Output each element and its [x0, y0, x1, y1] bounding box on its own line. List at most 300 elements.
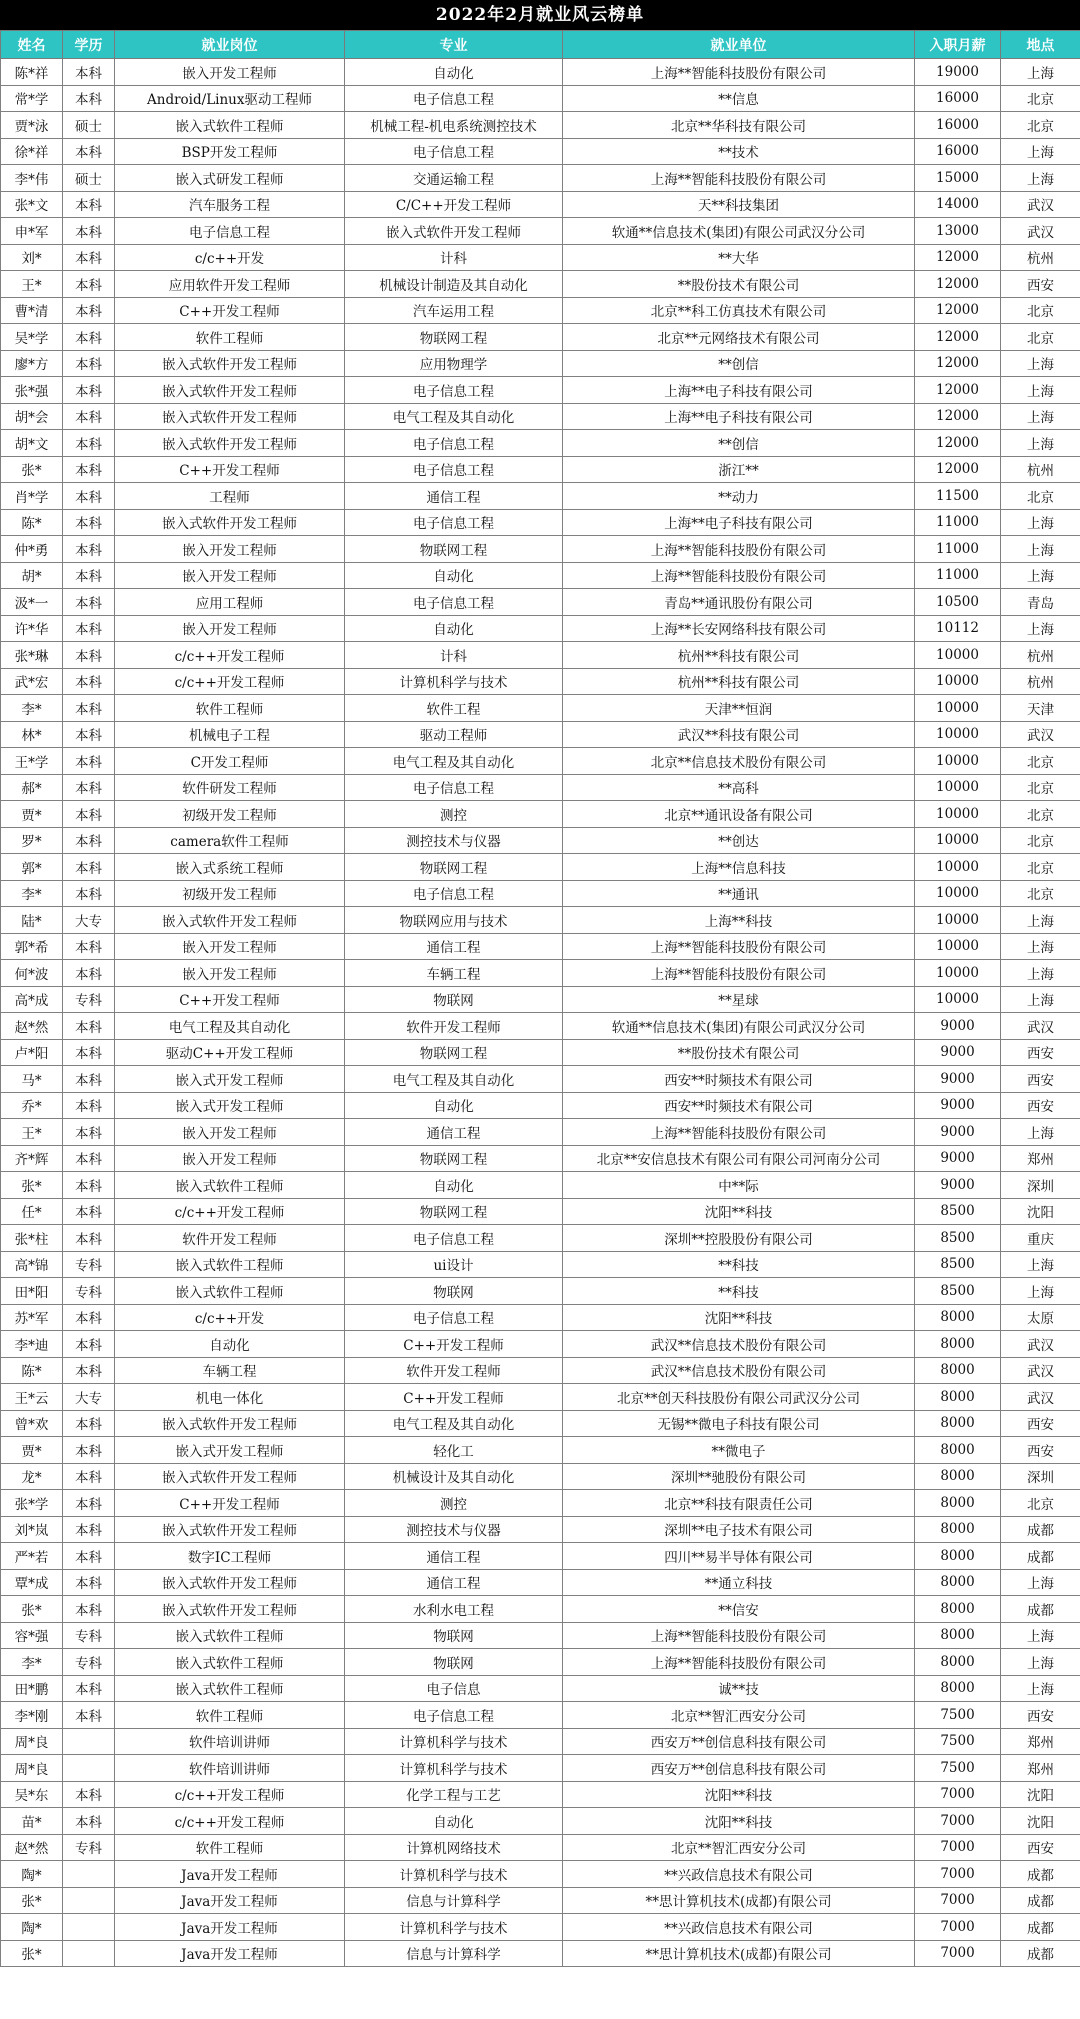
cell-major: 自动化	[345, 1172, 563, 1199]
cell-job: C++开发工程师	[115, 456, 345, 483]
cell-company: 深圳**电子技术有限公司	[563, 1516, 915, 1543]
table-row	[1, 324, 1080, 351]
cell-city: 西安	[1001, 1092, 1080, 1119]
cell-job: 嵌入式软件开发工程师	[115, 1569, 345, 1596]
cell-salary: 7000	[915, 1940, 1001, 1967]
cell-major: 计算机科学与技术	[345, 1861, 563, 1888]
cell-name: 张*琳	[1, 642, 63, 669]
cell-name: 贾*泳	[1, 112, 63, 139]
cell-salary: 12000	[915, 377, 1001, 404]
cell-education: 本科	[63, 1145, 115, 1172]
cell-education: 本科	[63, 854, 115, 881]
cell-education: 本科	[63, 748, 115, 775]
cell-name: 卢*阳	[1, 1039, 63, 1066]
cell-name: 贾*	[1, 1437, 63, 1464]
cell-city: 上海	[1001, 1675, 1080, 1702]
cell-major: 自动化	[345, 1092, 563, 1119]
cell-major: 交通运输工程	[345, 165, 563, 192]
cell-company: **微电子	[563, 1437, 915, 1464]
cell-major: 电子信息工程	[345, 880, 563, 907]
cell-city: 上海	[1001, 165, 1080, 192]
cell-job: C开发工程师	[115, 748, 345, 775]
cell-education: 本科	[63, 1543, 115, 1570]
cell-city: 北京	[1001, 827, 1080, 854]
cell-major: 电气工程及其自动化	[345, 748, 563, 775]
cell-company: 诚**技	[563, 1675, 915, 1702]
cell-job: Java开发工程师	[115, 1887, 345, 1914]
cell-major: 信息与计算科学	[345, 1887, 563, 1914]
cell-salary: 10000	[915, 907, 1001, 934]
cell-city: 北京	[1001, 112, 1080, 139]
cell-job: 软件工程师	[115, 1702, 345, 1729]
cell-job: 嵌入式软件工程师	[115, 1622, 345, 1649]
cell-company: 深圳**控股股份有限公司	[563, 1225, 915, 1252]
cell-salary: 10000	[915, 748, 1001, 775]
cell-company: 北京**通讯设备有限公司	[563, 801, 915, 828]
cell-salary: 12000	[915, 403, 1001, 430]
cell-job: 汽车服务工程	[115, 191, 345, 218]
cell-major: 物联网工程	[345, 1198, 563, 1225]
cell-job: C++开发工程师	[115, 1490, 345, 1517]
cell-major: 物联网应用与技术	[345, 907, 563, 934]
cell-salary: 9000	[915, 1172, 1001, 1199]
cell-salary: 8000	[915, 1331, 1001, 1358]
table-row	[1, 1066, 1080, 1093]
col-header-job: 就业岗位	[115, 31, 345, 59]
cell-company: 上海**智能科技股份有限公司	[563, 1649, 915, 1676]
cell-major: 物联网	[345, 1649, 563, 1676]
table-row	[1, 1887, 1080, 1914]
cell-city: 武汉	[1001, 721, 1080, 748]
cell-company: 北京**安信息技术有限公司有限公司河南分公司	[563, 1145, 915, 1172]
cell-major: 软件开发工程师	[345, 1013, 563, 1040]
cell-company: 上海**智能科技股份有限公司	[563, 536, 915, 563]
cell-company: 上海**电子科技有限公司	[563, 403, 915, 430]
cell-company: 沈阳**科技	[563, 1304, 915, 1331]
cell-major: 物联网工程	[345, 324, 563, 351]
cell-city: 成都	[1001, 1596, 1080, 1623]
table-row	[1, 1781, 1080, 1808]
cell-company: 上海**智能科技股份有限公司	[563, 933, 915, 960]
cell-salary: 7000	[915, 1861, 1001, 1888]
cell-company: 北京**智汇西安分公司	[563, 1702, 915, 1729]
cell-major: 机械设计制造及其自动化	[345, 271, 563, 298]
cell-education: 本科	[63, 589, 115, 616]
table-row	[1, 1834, 1080, 1861]
cell-company: **信息	[563, 85, 915, 112]
cell-education: 本科	[63, 1675, 115, 1702]
cell-city: 重庆	[1001, 1225, 1080, 1252]
cell-major: 物联网	[345, 986, 563, 1013]
cell-name: 周*良	[1, 1755, 63, 1782]
cell-education	[63, 1914, 115, 1941]
cell-job: c/c++开发	[115, 1304, 345, 1331]
cell-name: 张*	[1, 1172, 63, 1199]
cell-major: 水利水电工程	[345, 1596, 563, 1623]
cell-job: C++开发工程师	[115, 297, 345, 324]
table-row	[1, 1569, 1080, 1596]
table-row	[1, 1914, 1080, 1941]
cell-education: 本科	[63, 1410, 115, 1437]
cell-name: 胡*	[1, 562, 63, 589]
cell-major: 测控	[345, 1490, 563, 1517]
cell-company: 北京**科技有限责任公司	[563, 1490, 915, 1517]
cell-company: **动力	[563, 483, 915, 510]
cell-salary: 8000	[915, 1543, 1001, 1570]
cell-city: 杭州	[1001, 244, 1080, 271]
cell-major: 物联网工程	[345, 1145, 563, 1172]
table-row	[1, 1463, 1080, 1490]
cell-company: 上海**智能科技股份有限公司	[563, 1622, 915, 1649]
cell-city: 成都	[1001, 1516, 1080, 1543]
cell-company: 软通**信息技术(集团)有限公司武汉分公司	[563, 218, 915, 245]
cell-name: 王*	[1, 271, 63, 298]
cell-major: 通信工程	[345, 1543, 563, 1570]
cell-salary: 9000	[915, 1119, 1001, 1146]
table-row	[1, 377, 1080, 404]
cell-name: 张*	[1, 456, 63, 483]
cell-salary: 8500	[915, 1278, 1001, 1305]
cell-company: **兴政信息技术有限公司	[563, 1861, 915, 1888]
cell-education: 硕士	[63, 112, 115, 139]
table-row	[1, 1861, 1080, 1888]
cell-education: 本科	[63, 721, 115, 748]
cell-name: 汲*一	[1, 589, 63, 616]
cell-company: 软通**信息技术(集团)有限公司武汉分公司	[563, 1013, 915, 1040]
cell-salary: 10000	[915, 960, 1001, 987]
cell-job: 应用工程师	[115, 589, 345, 616]
table-row	[1, 827, 1080, 854]
cell-job: 驱动C++开发工程师	[115, 1039, 345, 1066]
cell-major: 物联网工程	[345, 854, 563, 881]
cell-salary: 8000	[915, 1649, 1001, 1676]
cell-name: 张*柱	[1, 1225, 63, 1252]
cell-job: 嵌入开发工程师	[115, 59, 345, 86]
cell-major: 驱动工程师	[345, 721, 563, 748]
cell-salary: 10000	[915, 774, 1001, 801]
cell-salary: 8000	[915, 1410, 1001, 1437]
cell-job: c/c++开发工程师	[115, 642, 345, 669]
table-row	[1, 880, 1080, 907]
cell-education: 本科	[63, 1119, 115, 1146]
cell-name: 常*学	[1, 85, 63, 112]
table-row	[1, 854, 1080, 881]
cell-job: 应用软件开发工程师	[115, 271, 345, 298]
cell-company: 西安万**创信息科技有限公司	[563, 1755, 915, 1782]
cell-name: 马*	[1, 1066, 63, 1093]
cell-education: 本科	[63, 271, 115, 298]
table-row	[1, 1331, 1080, 1358]
cell-education: 本科	[63, 1013, 115, 1040]
table-row	[1, 218, 1080, 245]
cell-city: 成都	[1001, 1940, 1080, 1967]
col-header-salary: 入职月薪	[915, 31, 1001, 59]
cell-major: 测控技术与仪器	[345, 827, 563, 854]
cell-major: 电子信息工程	[345, 1225, 563, 1252]
cell-job: 软件工程师	[115, 695, 345, 722]
cell-education: 本科	[63, 218, 115, 245]
table-row	[1, 589, 1080, 616]
cell-major: 电气工程及其自动化	[345, 403, 563, 430]
cell-city: 深圳	[1001, 1463, 1080, 1490]
cell-major: 车辆工程	[345, 960, 563, 987]
cell-job: 嵌入式软件开发工程师	[115, 403, 345, 430]
table-row	[1, 907, 1080, 934]
cell-education: 本科	[63, 1039, 115, 1066]
cell-salary: 7500	[915, 1702, 1001, 1729]
header-row	[1, 31, 1080, 59]
cell-job: 嵌入式软件工程师	[115, 1251, 345, 1278]
cell-major: 物联网工程	[345, 1039, 563, 1066]
cell-company: 上海**智能科技股份有限公司	[563, 562, 915, 589]
cell-name: 徐*祥	[1, 138, 63, 165]
cell-salary: 12000	[915, 297, 1001, 324]
cell-name: 李*	[1, 880, 63, 907]
cell-salary: 11000	[915, 562, 1001, 589]
cell-education: 本科	[63, 536, 115, 563]
table-row	[1, 1437, 1080, 1464]
cell-salary: 10000	[915, 801, 1001, 828]
cell-major: C/C++开发工程师	[345, 191, 563, 218]
cell-major: 测控	[345, 801, 563, 828]
cell-education: 本科	[63, 430, 115, 457]
table-row	[1, 1410, 1080, 1437]
table-row	[1, 960, 1080, 987]
cell-company: 上海**智能科技股份有限公司	[563, 960, 915, 987]
cell-city: 郑州	[1001, 1145, 1080, 1172]
cell-city: 沈阳	[1001, 1808, 1080, 1835]
cell-city: 上海	[1001, 138, 1080, 165]
cell-job: 嵌入式开发工程师	[115, 1437, 345, 1464]
table-row	[1, 615, 1080, 642]
cell-salary: 11000	[915, 536, 1001, 563]
cell-education: 专科	[63, 1278, 115, 1305]
cell-salary: 12000	[915, 244, 1001, 271]
cell-company: 上海**电子科技有限公司	[563, 509, 915, 536]
cell-education: 本科	[63, 960, 115, 987]
cell-major: 电子信息工程	[345, 1304, 563, 1331]
cell-job: Java开发工程师	[115, 1861, 345, 1888]
cell-job: 软件培训讲师	[115, 1728, 345, 1755]
cell-job: Android/Linux驱动工程师	[115, 85, 345, 112]
cell-salary: 12000	[915, 350, 1001, 377]
cell-salary: 16000	[915, 112, 1001, 139]
cell-city: 武汉	[1001, 1384, 1080, 1411]
table-row	[1, 59, 1080, 86]
cell-salary: 7000	[915, 1834, 1001, 1861]
cell-education: 本科	[63, 880, 115, 907]
cell-name: 周*良	[1, 1728, 63, 1755]
cell-education	[63, 1755, 115, 1782]
cell-major: 电子信息工程	[345, 774, 563, 801]
table-row	[1, 1384, 1080, 1411]
cell-city: 成都	[1001, 1887, 1080, 1914]
cell-job: Java开发工程师	[115, 1940, 345, 1967]
cell-job: 机电一体化	[115, 1384, 345, 1411]
cell-name: 齐*辉	[1, 1145, 63, 1172]
cell-job: c/c++开发工程师	[115, 1781, 345, 1808]
cell-name: 吴*东	[1, 1781, 63, 1808]
cell-name: 陆*	[1, 907, 63, 934]
cell-name: 曾*欢	[1, 1410, 63, 1437]
cell-company: **通立科技	[563, 1569, 915, 1596]
cell-city: 武汉	[1001, 1013, 1080, 1040]
cell-salary: 7000	[915, 1914, 1001, 1941]
cell-education: 本科	[63, 138, 115, 165]
cell-salary: 9000	[915, 1039, 1001, 1066]
cell-education: 本科	[63, 1092, 115, 1119]
cell-salary: 8000	[915, 1490, 1001, 1517]
cell-major: 计科	[345, 244, 563, 271]
cell-major: 嵌入式软件开发工程师	[345, 218, 563, 245]
cell-major: 物联网	[345, 1622, 563, 1649]
cell-salary: 16000	[915, 138, 1001, 165]
cell-salary: 14000	[915, 191, 1001, 218]
cell-job: 自动化	[115, 1331, 345, 1358]
cell-job: 嵌入开发工程师	[115, 960, 345, 987]
cell-job: 软件研发工程师	[115, 774, 345, 801]
cell-city: 上海	[1001, 960, 1080, 987]
table-row	[1, 1092, 1080, 1119]
cell-name: 张*	[1, 1596, 63, 1623]
cell-company: **创信	[563, 430, 915, 457]
cell-education: 本科	[63, 933, 115, 960]
cell-city: 北京	[1001, 774, 1080, 801]
table-row	[1, 1728, 1080, 1755]
cell-job: 嵌入式系统工程师	[115, 854, 345, 881]
cell-education: 本科	[63, 324, 115, 351]
table-row	[1, 801, 1080, 828]
cell-salary: 9000	[915, 1092, 1001, 1119]
cell-salary: 8000	[915, 1516, 1001, 1543]
col-header-city: 地点	[1001, 31, 1080, 59]
cell-company: **创信	[563, 350, 915, 377]
cell-salary: 12000	[915, 430, 1001, 457]
cell-education: 本科	[63, 774, 115, 801]
cell-salary: 16000	[915, 85, 1001, 112]
cell-company: **思计算机技术(成都)有限公司	[563, 1940, 915, 1967]
cell-major: 机械工程-机电系统测控技术	[345, 112, 563, 139]
cell-company: 北京**智汇西安分公司	[563, 1834, 915, 1861]
cell-education: 专科	[63, 1251, 115, 1278]
table-row	[1, 536, 1080, 563]
table-row	[1, 1145, 1080, 1172]
cell-city: 西安	[1001, 1834, 1080, 1861]
cell-education: 本科	[63, 297, 115, 324]
cell-city: 上海	[1001, 403, 1080, 430]
cell-salary: 19000	[915, 59, 1001, 86]
table-row	[1, 1278, 1080, 1305]
table-row	[1, 562, 1080, 589]
cell-name: 王*	[1, 1119, 63, 1146]
cell-education	[63, 1940, 115, 1967]
cell-city: 西安	[1001, 1066, 1080, 1093]
cell-city: 上海	[1001, 536, 1080, 563]
cell-major: 计算机网络技术	[345, 1834, 563, 1861]
cell-salary: 10000	[915, 721, 1001, 748]
cell-job: 软件工程师	[115, 1834, 345, 1861]
cell-salary: 9000	[915, 1066, 1001, 1093]
cell-city: 成都	[1001, 1914, 1080, 1941]
cell-city: 北京	[1001, 1490, 1080, 1517]
cell-city: 上海	[1001, 907, 1080, 934]
table-row	[1, 191, 1080, 218]
cell-name: 李*	[1, 695, 63, 722]
cell-job: 嵌入开发工程师	[115, 1145, 345, 1172]
cell-major: 计算机科学与技术	[345, 668, 563, 695]
cell-education: 本科	[63, 1304, 115, 1331]
cell-job: 嵌入式软件工程师	[115, 1649, 345, 1676]
cell-education: 专科	[63, 1834, 115, 1861]
cell-city: 西安	[1001, 1039, 1080, 1066]
cell-city: 西安	[1001, 271, 1080, 298]
cell-company: 上海**长安网络科技有限公司	[563, 615, 915, 642]
cell-city: 上海	[1001, 562, 1080, 589]
cell-city: 沈阳	[1001, 1198, 1080, 1225]
table-row	[1, 1013, 1080, 1040]
cell-city: 武汉	[1001, 191, 1080, 218]
cell-name: 张*	[1, 1887, 63, 1914]
cell-education: 本科	[63, 1596, 115, 1623]
cell-city: 西安	[1001, 1437, 1080, 1464]
cell-major: 计科	[345, 642, 563, 669]
cell-major: C++开发工程师	[345, 1384, 563, 1411]
table-row	[1, 1198, 1080, 1225]
col-header-company: 就业单位	[563, 31, 915, 59]
cell-education: 本科	[63, 1516, 115, 1543]
cell-salary: 7000	[915, 1887, 1001, 1914]
cell-education: 本科	[63, 615, 115, 642]
cell-company: **信安	[563, 1596, 915, 1623]
cell-city: 上海	[1001, 986, 1080, 1013]
cell-city: 上海	[1001, 1649, 1080, 1676]
cell-salary: 10000	[915, 668, 1001, 695]
cell-city: 成都	[1001, 1543, 1080, 1570]
cell-education: 专科	[63, 1649, 115, 1676]
cell-major: 计算机科学与技术	[345, 1914, 563, 1941]
cell-major: 通信工程	[345, 483, 563, 510]
cell-job: 软件培训讲师	[115, 1755, 345, 1782]
cell-name: 郝*	[1, 774, 63, 801]
cell-city: 郑州	[1001, 1728, 1080, 1755]
cell-salary: 7500	[915, 1755, 1001, 1782]
cell-company: 沈阳**科技	[563, 1198, 915, 1225]
cell-salary: 11500	[915, 483, 1001, 510]
cell-salary: 10000	[915, 933, 1001, 960]
table-row	[1, 1516, 1080, 1543]
cell-major: 机械设计及其自动化	[345, 1463, 563, 1490]
cell-education: 本科	[63, 1357, 115, 1384]
cell-major: 电气工程及其自动化	[345, 1066, 563, 1093]
cell-education: 本科	[63, 827, 115, 854]
cell-name: 陶*	[1, 1914, 63, 1941]
cell-name: 任*	[1, 1198, 63, 1225]
cell-education: 硕士	[63, 165, 115, 192]
cell-education: 本科	[63, 1808, 115, 1835]
cell-education: 本科	[63, 642, 115, 669]
cell-company: 上海**智能科技股份有限公司	[563, 165, 915, 192]
cell-company: 武汉**信息技术股份有限公司	[563, 1331, 915, 1358]
cell-job: 嵌入式软件开发工程师	[115, 1596, 345, 1623]
table-row	[1, 1940, 1080, 1967]
cell-education: 本科	[63, 191, 115, 218]
cell-major: 通信工程	[345, 933, 563, 960]
cell-salary: 8000	[915, 1304, 1001, 1331]
cell-salary: 15000	[915, 165, 1001, 192]
cell-city: 北京	[1001, 748, 1080, 775]
table-row	[1, 271, 1080, 298]
cell-education: 本科	[63, 1172, 115, 1199]
